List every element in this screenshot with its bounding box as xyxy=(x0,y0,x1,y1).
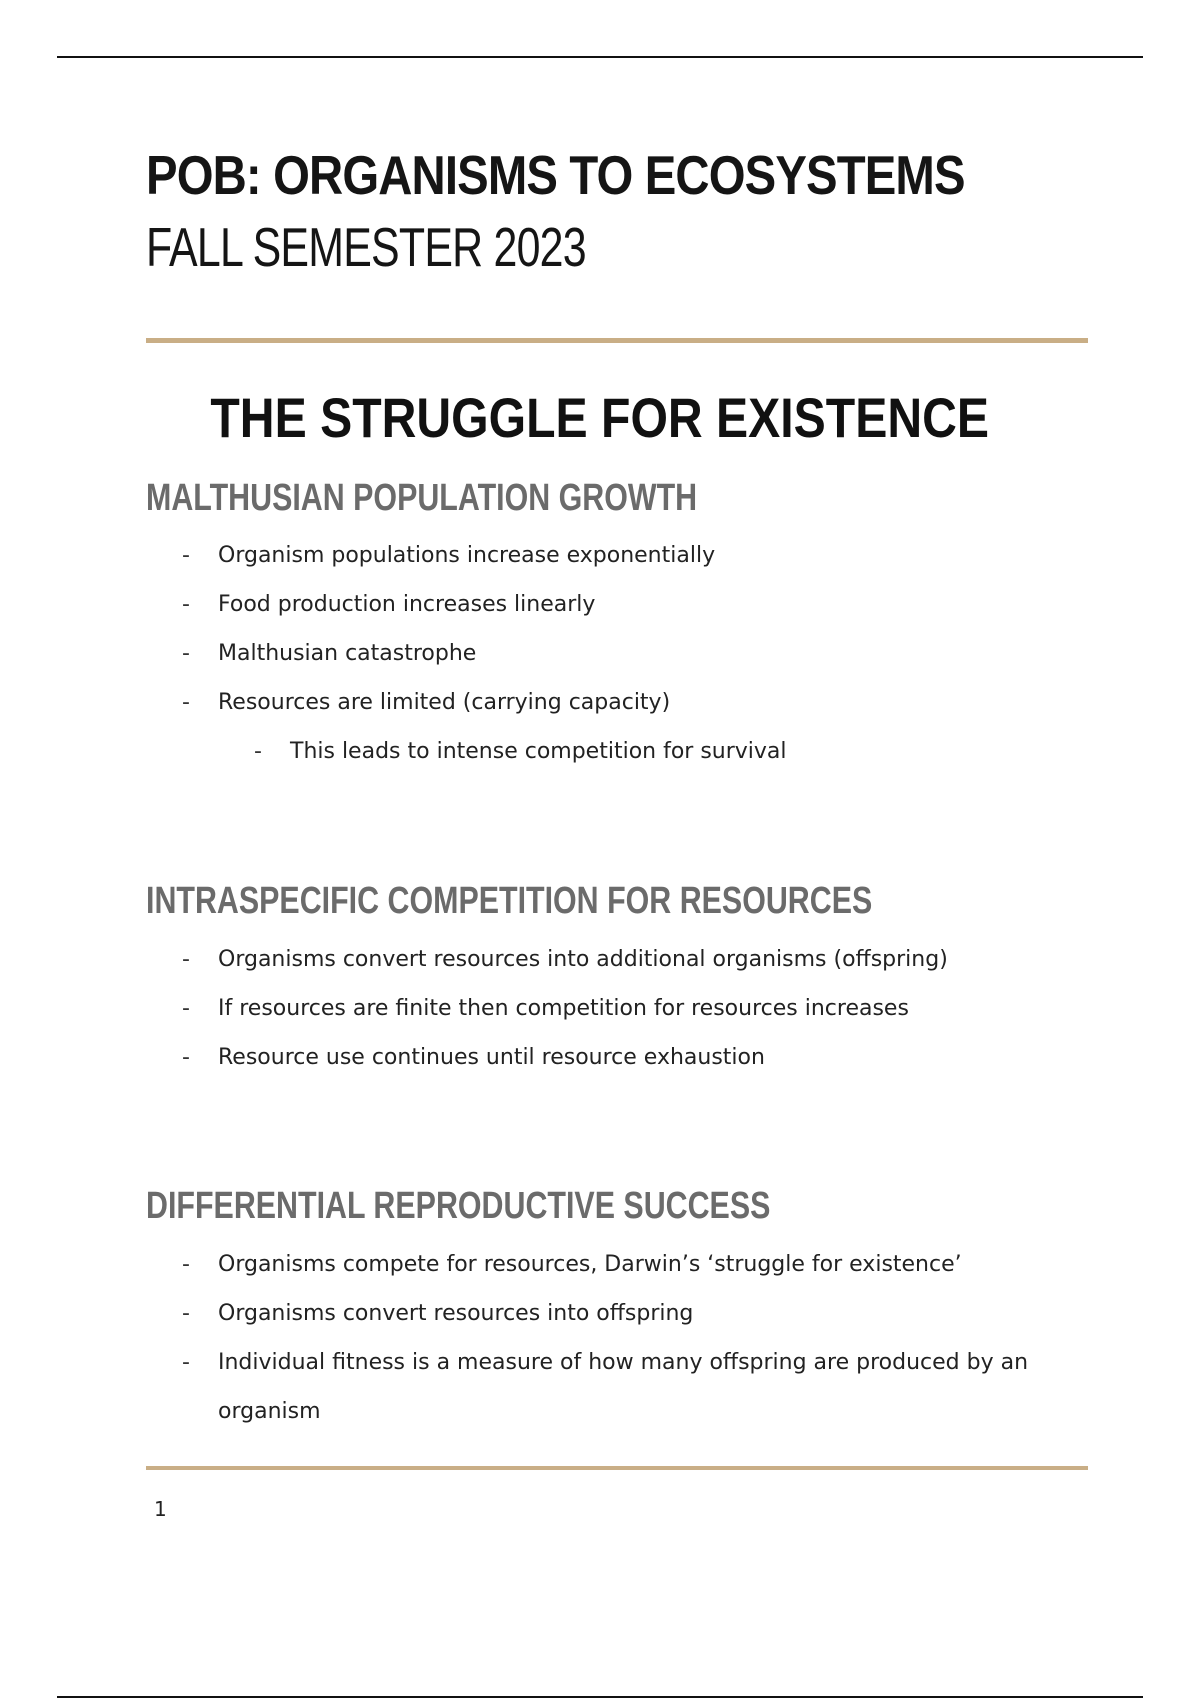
list-item-text: Food production increases linearly xyxy=(218,592,596,617)
list-item-text: Resources are limited (carrying capacity) xyxy=(218,690,671,715)
header-divider xyxy=(146,338,1088,343)
bullet-dash: - xyxy=(182,947,190,972)
list-item-text: Organisms convert resources into offspring xyxy=(218,1301,694,1326)
page-bottom-border xyxy=(57,1696,1143,1698)
heading-differential-reproductive-success: DIFFERENTIAL REPRODUCTIVE SUCCESS xyxy=(146,1185,771,1227)
intraspecific-bullet-list xyxy=(146,935,1066,1082)
document-title: POB: ORGANISMS TO ECOSYSTEMS xyxy=(146,144,965,206)
list-item xyxy=(146,629,1066,678)
list-item-text: This leads to intense competition for survival xyxy=(290,739,787,764)
list-item-text: Organisms convert resources into additional organisms (offspring) xyxy=(218,947,948,972)
list-item-text: Resource use continues until resource exhaustion xyxy=(218,1045,765,1070)
page-top-border xyxy=(57,56,1143,58)
list-item xyxy=(146,1033,1066,1082)
list-item xyxy=(146,984,1066,1033)
list-item xyxy=(146,1240,1066,1289)
bullet-dash: - xyxy=(182,592,190,617)
list-item xyxy=(146,1338,1066,1436)
bullet-dash: - xyxy=(182,1045,190,1070)
bullet-dash: - xyxy=(182,641,190,666)
list-item-text: Individual fitness is a measure of how many offspring are produced by an organism xyxy=(218,1350,1029,1424)
document-subtitle: FALL SEMESTER 2023 xyxy=(146,216,586,278)
bullet-dash: - xyxy=(182,1350,190,1375)
list-sub-item xyxy=(146,727,1066,776)
list-item-text: If resources are finite then competition for resources increases xyxy=(218,996,909,1021)
main-section-title xyxy=(0,386,1200,449)
list-item xyxy=(146,580,1066,629)
bullet-dash: - xyxy=(182,1301,190,1326)
list-item xyxy=(146,531,1066,580)
footer-divider xyxy=(146,1466,1088,1470)
malthusian-bullet-list xyxy=(146,531,1066,776)
list-item xyxy=(146,1289,1066,1338)
list-item xyxy=(146,678,1066,727)
page-number: 1 xyxy=(154,1497,167,1521)
bullet-dash: - xyxy=(182,996,190,1021)
bullet-dash: - xyxy=(182,690,190,715)
heading-intraspecific-competition: INTRASPECIFIC COMPETITION FOR RESOURCES xyxy=(146,880,873,922)
main-section-title-text: THE STRUGGLE FOR EXISTENCE xyxy=(210,386,990,449)
bullet-dash: - xyxy=(182,1252,190,1277)
list-item-text: Malthusian catastrophe xyxy=(218,641,477,666)
heading-malthusian-population-growth: MALTHUSIAN POPULATION GROWTH xyxy=(146,477,698,519)
bullet-dash: - xyxy=(182,543,190,568)
list-item xyxy=(146,935,1066,984)
reproductive-success-bullet-list xyxy=(146,1240,1066,1436)
list-item-text: Organism populations increase exponentially xyxy=(218,543,716,568)
list-item-text: Organisms compete for resources, Darwin’s ‘struggle for existence’ xyxy=(218,1252,962,1277)
bullet-dash: - xyxy=(254,739,262,764)
